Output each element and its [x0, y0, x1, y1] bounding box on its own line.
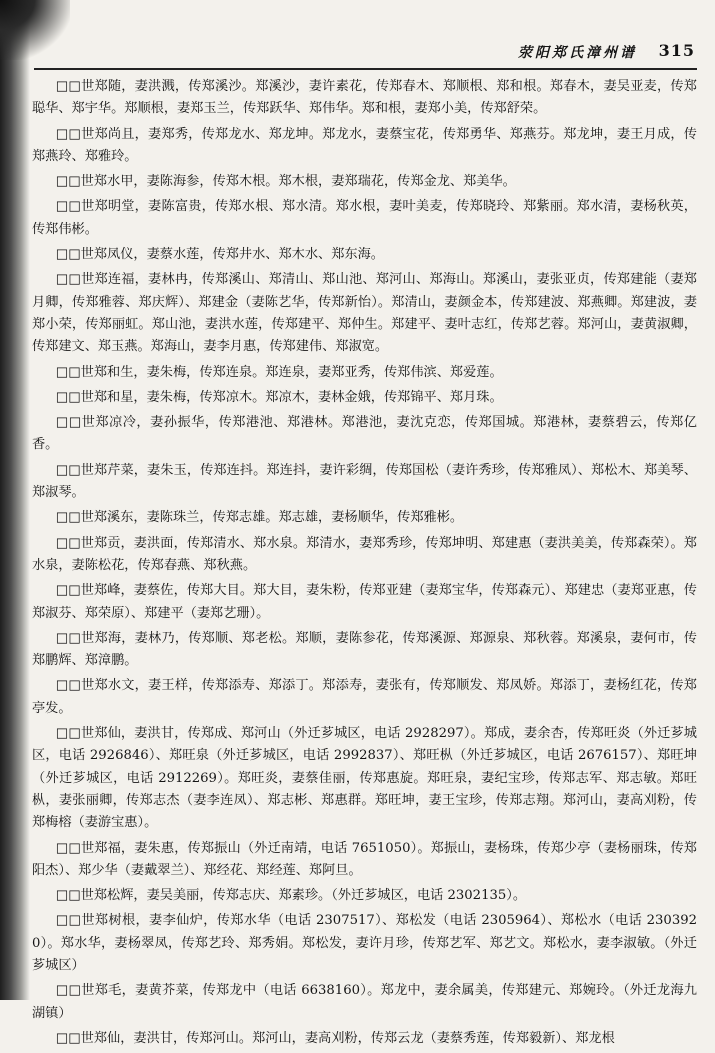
- genealogy-entry: □□世郑水文，妻王样，传郑添寿、郑添丁。郑添寿，妻张有，传郑顺发、郑凤娇。郑添丁，妻杨红花，传郑亭发。: [32, 678, 697, 716]
- genealogy-text-body: [32, 76, 697, 1053]
- page-header: [34, 38, 697, 70]
- genealogy-entry: □□世郑仙，妻洪甘，传郑河山。郑河山，妻高刈粉，传郑云龙（妻蔡秀莲，传郑毅新）、郑龙根: [55, 1030, 615, 1046]
- genealogy-entry: □□世郑凉冷，妻孙振华，传郑港池、郑港林。郑港池，妻沈克恋，传郑国城。郑港林，妻蔡碧云，传郑亿香。: [32, 415, 697, 453]
- genealogy-entry: □□世郑连福，妻林冉，传郑溪山、郑清山、郑山池、郑河山、郑海山。郑溪山，妻张亚贞，传郑建能（妻郑月卿，传郑雅蓉、郑庆辉）、郑建金（妻陈艺华，传郑新怡）。郑清山，妻颜金本，传郑建波、郑燕卿。郑建波，妻郑小荣，传郑丽虹。郑山池，妻洪水莲，传郑建平、郑仲生。郑建平、妻叶志红，传郑艺蓉。郑河山，妻黄淑卿，传郑建文、郑玉燕。郑海山，妻李月惠，传郑建伟、郑淑宽。: [32, 272, 697, 355]
- genealogy-entry: □□世郑毛，妻黄芥菜，传郑龙中（电话 6638160）。郑龙中，妻余属美，传郑建元、郑婉玲。（外迁龙海九湖镇）: [32, 983, 697, 1021]
- genealogy-entry: □□世郑溪东，妻陈珠兰，传郑志雄。郑志雄，妻杨顺华，传郑雅彬。: [55, 510, 464, 526]
- running-title: 荥阳郑氏漳州谱: [518, 45, 637, 61]
- page-number: 315: [658, 41, 695, 60]
- genealogy-entry: □□世郑随，妻洪溅，传郑溪沙。郑溪沙，妻许素花，传郑春木、郑顺根、郑和根。郑春木，妻吴亚麦，传郑聪华、郑宇华。郑顺根，妻郑玉兰，传郑跃华、郑伟华。郑和根，妻郑小美，传郑舒荣。: [32, 79, 697, 117]
- genealogy-entry: □□世郑和星，妻朱梅，传郑凉木。郑凉木，妻林金娥，传郑锦平、郑月珠。: [55, 389, 503, 405]
- genealogy-entry: □□世郑和生，妻朱梅，传郑连泉。郑连泉，妻郑亚秀，传郑伟滨、郑爱莲。: [55, 364, 503, 380]
- genealogy-entry: □□世郑仙，妻洪甘，传郑成、郑河山（外迁芗城区，电话 2928297）。郑成，妻余杏，传郑旺炎（外迁芗城区，电话 2926846）、郑旺泉（外迁芗城区，电话 2992837）、郑旺枞（外迁芗城区，电话 2676157）、郑旺坤（外迁芗城区，电话 2912269）。郑旺炎，妻蔡佳丽，传郑惠旋。郑旺泉，妻纪宝珍，传郑志军、郑志敏。郑旺枞，妻张丽卿，传郑志杰（妻李连凤）、郑志彬、郑惠群。郑旺坤，妻王宝珍，传郑志翔。郑河山，妻高刈粉，传郑梅榕（妻游宝惠）。: [32, 726, 697, 831]
- genealogy-entry: □□世郑芹菜，妻朱玉，传郑连抖。郑连抖，妻许彩绸，传郑国松（妻许秀珍，传郑雅凤）、郑松木、郑美琴、郑淑琴。: [32, 462, 697, 501]
- genealogy-entry: □□世郑凤仪，妻蔡水莲，传郑井水、郑木水、郑东海。: [55, 247, 384, 263]
- genealogy-entry: □□世郑松辉，妻吴美丽，传郑志庆、郑素珍。（外迁芗城区，电话 2302135）。: [55, 888, 527, 904]
- genealogy-entry: □□世郑水甲，妻陈海参，传郑木根。郑木根，妻郑瑞花，传郑金龙、郑美华。: [55, 174, 516, 190]
- genealogy-entry: □□世郑峰，妻蔡佐，传郑大目。郑大目，妻朱粉，传郑亚建（妻郑宝华，传郑森元）、郑建忠（妻郑亚惠，传郑淑芬、郑荣原）、郑建平（妻郑艺珊）。: [32, 583, 697, 621]
- genealogy-entry: □□世郑贡，妻洪面，传郑清水、郑水泉。郑清水，妻郑秀珍，传郑坤明、郑建惠（妻洪美美，传郑森荣）。郑水泉，妻陈松花，传郑春燕、郑秋燕。: [32, 535, 697, 573]
- genealogy-entry: □□世郑明堂，妻陈富贵，传郑水根、郑水清。郑水根，妻叶美麦，传郑晓玲、郑紫丽。郑水清，妻杨秋英，传郑伟彬。: [32, 199, 697, 237]
- genealogy-entry: □□世郑树根，妻李仙炉，传郑水华（电话 2307517）、郑松发（电话 2305964）、郑松水（电话 2303920）。郑水华，妻杨翠凤，传郑艺玲、郑秀娟。郑松发，妻许月珍，传郑艺军、郑艺文。郑松水，妻李淑敏。（外迁芗城区）: [32, 913, 697, 973]
- genealogy-entry: □□世郑海，妻林乃，传郑顺、郑老松。郑顺，妻陈参花，传郑溪源、郑源泉、郑秋蓉。郑溪泉，妻何市，传郑鹏辉、郑漳鹏。: [32, 630, 697, 669]
- book-binding-shadow: [0, 0, 30, 1000]
- genealogy-entry: □□世郑尚且，妻郑秀，传郑龙水、郑龙坤。郑龙水，妻蔡宝花，传郑勇华、郑燕芬。郑龙坤，妻王月成，传郑燕玲、郑雅玲。: [32, 126, 697, 164]
- genealogy-entry: □□世郑福，妻朱惠，传郑振山（外迁南靖，电话 7651050）。郑振山，妻杨珠，传郑少亭（妻杨丽珠，传郑阳杰）、郑少华（妻戴翠兰）、郑经花、郑经莲、郑阿旦。: [32, 840, 697, 878]
